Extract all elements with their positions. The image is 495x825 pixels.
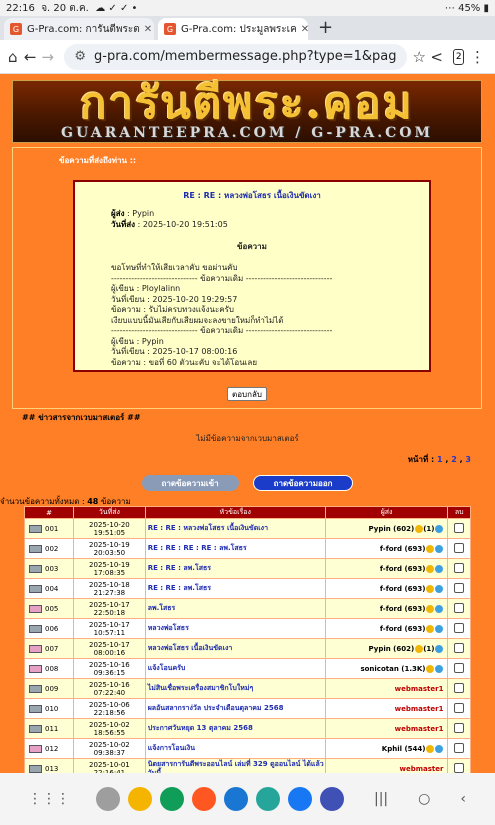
row-subject-link[interactable]: หลวงพ่อโสธร bbox=[145, 619, 325, 639]
row-subject-link[interactable]: ไม่สินเชื่อพระเครื่องสมาชิกโบใหม่ๆ bbox=[145, 679, 325, 699]
row-number-text: 009 bbox=[45, 684, 59, 693]
delete-checkbox[interactable] bbox=[454, 663, 464, 673]
outbox-button[interactable]: ถาดข้อความออก bbox=[253, 475, 354, 491]
row-sender[interactable] bbox=[325, 559, 448, 579]
globe-icon bbox=[435, 645, 443, 653]
delete-checkbox[interactable] bbox=[454, 603, 464, 613]
delete-checkbox[interactable] bbox=[454, 763, 464, 773]
sender-name[interactable]: sonicotan (1.3K) bbox=[360, 664, 426, 673]
row-sender[interactable] bbox=[325, 599, 448, 619]
status-icon bbox=[426, 625, 434, 633]
globe-icon bbox=[435, 585, 443, 593]
globe-icon bbox=[435, 525, 443, 533]
delete-checkbox[interactable] bbox=[454, 643, 464, 653]
row-date: 2025-10-20 19:51:05 bbox=[74, 519, 146, 539]
row-delete bbox=[448, 699, 471, 719]
close-tab-icon[interactable]: ✕ bbox=[300, 23, 310, 35]
sender-name[interactable]: webmaster1 bbox=[394, 684, 444, 693]
browser-tab-1[interactable] bbox=[4, 18, 154, 40]
globe-icon bbox=[435, 545, 443, 553]
row-sender[interactable] bbox=[325, 659, 448, 679]
col-sender-header: ผู้ส่ง bbox=[325, 507, 448, 519]
envelope-icon bbox=[29, 725, 42, 733]
sender-name[interactable]: f-ford (693) bbox=[379, 544, 426, 553]
status-left: 22:16 จ. 20 ต.ค. ☁ ✓ ✓ • bbox=[6, 2, 138, 14]
messages-table bbox=[24, 506, 471, 799]
col-date-header: วันที่ส่ง bbox=[74, 507, 146, 519]
browser-tab-2[interactable] bbox=[158, 18, 308, 40]
sender-name[interactable]: f-ford (693) bbox=[379, 624, 426, 633]
sender-name[interactable]: Pypin (602) bbox=[368, 644, 415, 653]
status-bar bbox=[0, 0, 495, 16]
row-number bbox=[25, 519, 74, 539]
row-date: 2025-10-17 08:00:16 bbox=[74, 639, 146, 659]
row-number bbox=[25, 559, 74, 579]
globe-icon bbox=[435, 605, 443, 613]
dock-app-icon[interactable] bbox=[320, 787, 344, 811]
sender-name[interactable]: f-ford (693) bbox=[379, 604, 426, 613]
sent-line: วันที่ส่ง : 2025-10-20 19:51:05 bbox=[111, 220, 228, 229]
row-delete bbox=[448, 719, 471, 739]
page-link-2[interactable]: 2 bbox=[451, 455, 457, 464]
status-icon bbox=[426, 545, 434, 553]
table-row[interactable] bbox=[25, 599, 471, 619]
dock-app-icon[interactable] bbox=[96, 787, 120, 811]
delete-checkbox[interactable] bbox=[454, 703, 464, 713]
status-time: 22:16 bbox=[6, 2, 35, 14]
sender-name: Pypin bbox=[132, 209, 155, 218]
table-row[interactable] bbox=[25, 519, 471, 539]
row-delete bbox=[448, 619, 471, 639]
dock-app-icon[interactable] bbox=[224, 787, 248, 811]
badge-count: (1) bbox=[423, 644, 435, 653]
app-drawer-icon[interactable]: ⋮⋮⋮ bbox=[28, 791, 70, 807]
browser-tab-strip bbox=[0, 16, 495, 40]
globe-icon bbox=[435, 625, 443, 633]
sent-label: วันที่ส่ง bbox=[111, 220, 136, 229]
badge-count: (1) bbox=[423, 524, 435, 533]
envelope-icon bbox=[29, 645, 42, 653]
row-sender[interactable] bbox=[325, 699, 448, 719]
row-number-text: 006 bbox=[45, 624, 59, 633]
row-number bbox=[25, 539, 74, 559]
page-link-1[interactable]: 1 bbox=[437, 455, 443, 464]
row-number-text: 013 bbox=[45, 764, 59, 773]
message-panel-header: ข้อความที่ส่งถึงท่าน :: bbox=[59, 156, 137, 165]
address-bar[interactable] bbox=[64, 44, 406, 70]
row-number bbox=[25, 619, 74, 639]
envelope-icon bbox=[29, 585, 42, 593]
globe-icon bbox=[435, 565, 443, 573]
row-delete bbox=[448, 599, 471, 619]
row-delete bbox=[448, 639, 471, 659]
home-circle-icon[interactable]: ○ bbox=[418, 791, 431, 807]
battery-level: 45% bbox=[458, 2, 481, 14]
new-tab-button[interactable]: + bbox=[318, 17, 334, 38]
status-icon bbox=[426, 585, 434, 593]
table-row[interactable] bbox=[25, 559, 471, 579]
back-nav-icon[interactable]: ‹ bbox=[460, 791, 466, 807]
sender-name[interactable]: Kphil (544) bbox=[381, 744, 426, 753]
delete-checkbox[interactable] bbox=[454, 523, 464, 533]
row-date: 2025-10-16 09:36:15 bbox=[74, 659, 146, 679]
col-subject-header: หัวข้อเรื่อง bbox=[145, 507, 325, 519]
row-subject-link[interactable]: RE : RE : หลวงพ่อโสธร เนื้อเงินขัดเงา bbox=[145, 519, 325, 539]
favicon-icon: G bbox=[10, 23, 22, 35]
row-subject-link[interactable]: ผลอันสลากราง่วัล ประจำเดือนตุลาคม 2568 bbox=[145, 699, 325, 719]
row-number bbox=[25, 699, 74, 719]
status-icon bbox=[426, 745, 434, 753]
envelope-icon bbox=[29, 605, 42, 613]
table-row[interactable] bbox=[25, 579, 471, 599]
row-subject-link[interactable]: RE : RE : RE : RE : ลพ.โสธร bbox=[145, 539, 325, 559]
row-subject-link[interactable]: แจ้งโอนครับ bbox=[145, 659, 325, 679]
sender-name[interactable]: webmaster1 bbox=[394, 724, 444, 733]
row-date: 2025-10-19 20:03:50 bbox=[74, 539, 146, 559]
table-row[interactable] bbox=[25, 619, 471, 639]
site-settings-icon[interactable]: ⚙ bbox=[74, 49, 87, 64]
row-sender[interactable] bbox=[325, 619, 448, 639]
android-nav-bar bbox=[0, 773, 495, 825]
sent-date: 2025-10-20 19:51:05 bbox=[142, 220, 228, 229]
table-row[interactable] bbox=[25, 659, 471, 679]
row-number-text: 003 bbox=[45, 564, 59, 573]
forward-icon[interactable]: → bbox=[41, 47, 54, 66]
envelope-icon bbox=[29, 565, 42, 573]
message-meta bbox=[111, 208, 429, 230]
message-body: ขอโทษที่ทำให้เสียเวลาคับ ขอผ่านคับ ------------------------------ ข้อความเดิม ------------------------------ ผู้เขียน : Ploylalinn วันที่เขียน : 2025-10-20 19:29:57 ข้อความ : รับไม่ครบทวงแจ้งนะครับ เงียบแบบนี้มันเสียกับเสียผมจะลงขายใหม่ก็ทำไม่ได้ ------------------------------ ข้อความเดิม ------------------------------ ผู้เขียน : Pypin วันที่เขียน : 2025-10-17 08:00:16 ข้อความ : ขอที่ 60 ตัวนะคับ จะได้โอนเลย bbox=[111, 263, 333, 367]
row-sender[interactable] bbox=[325, 739, 448, 759]
total-count: 48 bbox=[87, 497, 99, 506]
favicon-icon: G bbox=[164, 23, 176, 35]
envelope-icon bbox=[29, 685, 42, 693]
row-number bbox=[25, 679, 74, 699]
table-row[interactable] bbox=[25, 719, 471, 739]
sender-name[interactable]: f-ford (693) bbox=[379, 584, 426, 593]
row-delete bbox=[448, 579, 471, 599]
medal-icon bbox=[415, 645, 423, 653]
envelope-icon bbox=[29, 525, 42, 533]
row-delete bbox=[448, 739, 471, 759]
browser-toolbar bbox=[0, 40, 495, 74]
sender-name[interactable]: Pypin (602) bbox=[368, 524, 415, 533]
tab-title: G-Pra.com: ประมูลพระเค bbox=[181, 23, 297, 35]
reply-button[interactable]: ตอบกลับ bbox=[227, 387, 267, 401]
sender-label: ผู้ส่ง bbox=[111, 209, 125, 218]
recents-icon[interactable]: ||| bbox=[374, 791, 389, 807]
row-number-text: 007 bbox=[45, 644, 59, 653]
status-icon bbox=[426, 605, 434, 613]
table-row[interactable] bbox=[25, 539, 471, 559]
delete-checkbox[interactable] bbox=[454, 623, 464, 633]
row-number bbox=[25, 639, 74, 659]
row-date: 2025-10-06 22:18:56 bbox=[74, 699, 146, 719]
dock-app-icon[interactable] bbox=[128, 787, 152, 811]
row-subject-link[interactable]: ประกาศวันหยุด 13 ตุลาคม 2568 bbox=[145, 719, 325, 739]
dock-app-icon[interactable] bbox=[256, 787, 280, 811]
row-date: 2025-10-18 21:27:38 bbox=[74, 579, 146, 599]
message-subject: RE : RE : หลวงพ่อโสธร เนื้อเงินขัดเงา bbox=[183, 191, 321, 200]
envelope-icon bbox=[29, 545, 42, 553]
tab-title: G-Pra.com: การันตีพระต bbox=[27, 23, 140, 35]
row-subject-link[interactable]: แจ้งการโอนเงิน bbox=[145, 739, 325, 759]
row-number-text: 008 bbox=[45, 664, 59, 673]
sender-name[interactable]: webmaster1 bbox=[394, 704, 444, 713]
envelope-icon bbox=[29, 665, 42, 673]
row-sender[interactable] bbox=[325, 519, 448, 539]
row-subject-link[interactable]: RE : RE : ลพ.โสธร bbox=[145, 559, 325, 579]
delete-checkbox[interactable] bbox=[454, 543, 464, 553]
pagination-label: หน้าที่ : bbox=[407, 455, 435, 464]
dock-app-icon[interactable] bbox=[160, 787, 184, 811]
row-number bbox=[25, 719, 74, 739]
tab-switcher-button[interactable]: 2 bbox=[453, 49, 464, 65]
envelope-icon bbox=[29, 745, 42, 753]
webmaster-news-heading: ## ข่าวสารจากเวบมาสเตอร์ ## bbox=[22, 413, 141, 422]
site-banner[interactable] bbox=[12, 80, 482, 143]
row-date: 2025-10-02 18:56:55 bbox=[74, 719, 146, 739]
row-subject-link[interactable]: RE : RE : ลพ.โสธร bbox=[145, 579, 325, 599]
envelope-icon bbox=[29, 625, 42, 633]
row-subject-link[interactable]: นิตยสารการันตีพระออนไลน์ เล่มที่ 329 ดูออนไลน์ ได้แล้ว bbox=[145, 759, 325, 779]
inbox-button[interactable]: ถาดข้อความเข้า bbox=[142, 475, 239, 491]
table-row[interactable] bbox=[25, 699, 471, 719]
bookmark-star-icon[interactable]: ☆ bbox=[412, 47, 426, 66]
pagination: หน้าที่ : 1 , 2 , 3 bbox=[407, 455, 471, 464]
home-icon[interactable]: ⌂ bbox=[7, 47, 18, 66]
status-date: จ. 20 ต.ค. bbox=[41, 2, 89, 14]
row-sender[interactable] bbox=[325, 579, 448, 599]
row-sender[interactable] bbox=[325, 539, 448, 559]
row-number-text: 001 bbox=[45, 524, 59, 533]
delete-checkbox[interactable] bbox=[454, 583, 464, 593]
no-news-text: ไม่มีข้อความจากเวบมาสเตอร์ bbox=[196, 434, 299, 443]
col-number-header: # bbox=[25, 507, 74, 519]
row-number-text: 004 bbox=[45, 584, 59, 593]
medal-icon bbox=[415, 525, 423, 533]
row-date: 2025-10-17 10:57:11 bbox=[74, 619, 146, 639]
message-card bbox=[73, 180, 431, 372]
row-sender[interactable] bbox=[325, 639, 448, 659]
dock-app-icon[interactable] bbox=[288, 787, 312, 811]
row-number bbox=[25, 739, 74, 759]
table-row[interactable] bbox=[25, 679, 471, 699]
status-icon bbox=[426, 665, 434, 673]
mailbox-buttons bbox=[0, 475, 495, 491]
message-section-title: ข้อความ bbox=[237, 242, 267, 251]
row-delete bbox=[448, 559, 471, 579]
envelope-icon bbox=[29, 705, 42, 713]
row-sender[interactable] bbox=[325, 719, 448, 739]
col-delete-header: ลบ bbox=[448, 507, 471, 519]
row-number-text: 002 bbox=[45, 544, 59, 553]
url-text: g-pra.com/membermessage.php?type=1&pag bbox=[94, 49, 397, 64]
delete-checkbox[interactable] bbox=[454, 723, 464, 733]
row-date: 2025-10-01 bbox=[74, 759, 146, 779]
back-icon[interactable]: ← bbox=[23, 47, 37, 66]
sender-name[interactable]: webmaster bbox=[399, 764, 444, 773]
table-row[interactable] bbox=[25, 639, 471, 659]
row-date: 2025-10-17 22:50:18 bbox=[74, 599, 146, 619]
dock-app-icon[interactable] bbox=[192, 787, 216, 811]
status-right: ⋯ 45% ▮ bbox=[444, 2, 489, 14]
menu-kebab-icon[interactable]: ⋮ bbox=[469, 47, 485, 66]
row-number bbox=[25, 659, 74, 679]
sender-line: ผู้ส่ง : Pypin bbox=[111, 209, 155, 218]
delete-checkbox[interactable] bbox=[454, 683, 464, 693]
table-header-row bbox=[25, 507, 471, 519]
row-number-text: 012 bbox=[45, 744, 59, 753]
row-sender[interactable] bbox=[325, 679, 448, 699]
status-icon bbox=[426, 565, 434, 573]
row-date: 2025-10-16 07:22:40 bbox=[74, 679, 146, 699]
table-row[interactable] bbox=[25, 739, 471, 759]
close-tab-icon[interactable]: ✕ bbox=[143, 23, 153, 35]
row-subject-link[interactable]: ลพ.โสธร bbox=[145, 599, 325, 619]
row-delete bbox=[448, 539, 471, 559]
message-panel bbox=[12, 147, 482, 409]
row-delete bbox=[448, 679, 471, 699]
sender-name[interactable]: f-ford (693) bbox=[379, 564, 426, 573]
total-unit: ข้อความ bbox=[100, 497, 131, 506]
row-number bbox=[25, 579, 74, 599]
messages-table-body bbox=[25, 519, 471, 799]
share-icon[interactable]: < bbox=[430, 47, 443, 66]
banner-subtitle: GUARANTEEPRA.COM / G-PRA.COM bbox=[60, 125, 433, 141]
delete-checkbox[interactable] bbox=[454, 743, 464, 753]
row-date: 2025-10-02 09:38:37 bbox=[74, 739, 146, 759]
banner-title: การันตีพระ.คอม bbox=[79, 78, 415, 129]
globe-icon bbox=[435, 665, 443, 673]
globe-icon bbox=[435, 745, 443, 753]
web-page bbox=[0, 74, 495, 773]
row-number-text: 011 bbox=[45, 724, 59, 733]
row-subject-link[interactable]: หลวงพ่อโสธร เนื้อเงินขัดเงา bbox=[145, 639, 325, 659]
row-delete bbox=[448, 519, 471, 539]
delete-checkbox[interactable] bbox=[454, 563, 464, 573]
row-date: 2025-10-19 17:08:35 bbox=[74, 559, 146, 579]
envelope-icon bbox=[29, 765, 42, 773]
row-number-text: 005 bbox=[45, 604, 59, 613]
row-number-text: 010 bbox=[45, 704, 59, 713]
page-link-3[interactable]: 3 bbox=[465, 455, 471, 464]
total-label: จำนวนข้อความทั้งหมด : bbox=[0, 497, 85, 506]
row-delete bbox=[448, 659, 471, 679]
row-number bbox=[25, 599, 74, 619]
